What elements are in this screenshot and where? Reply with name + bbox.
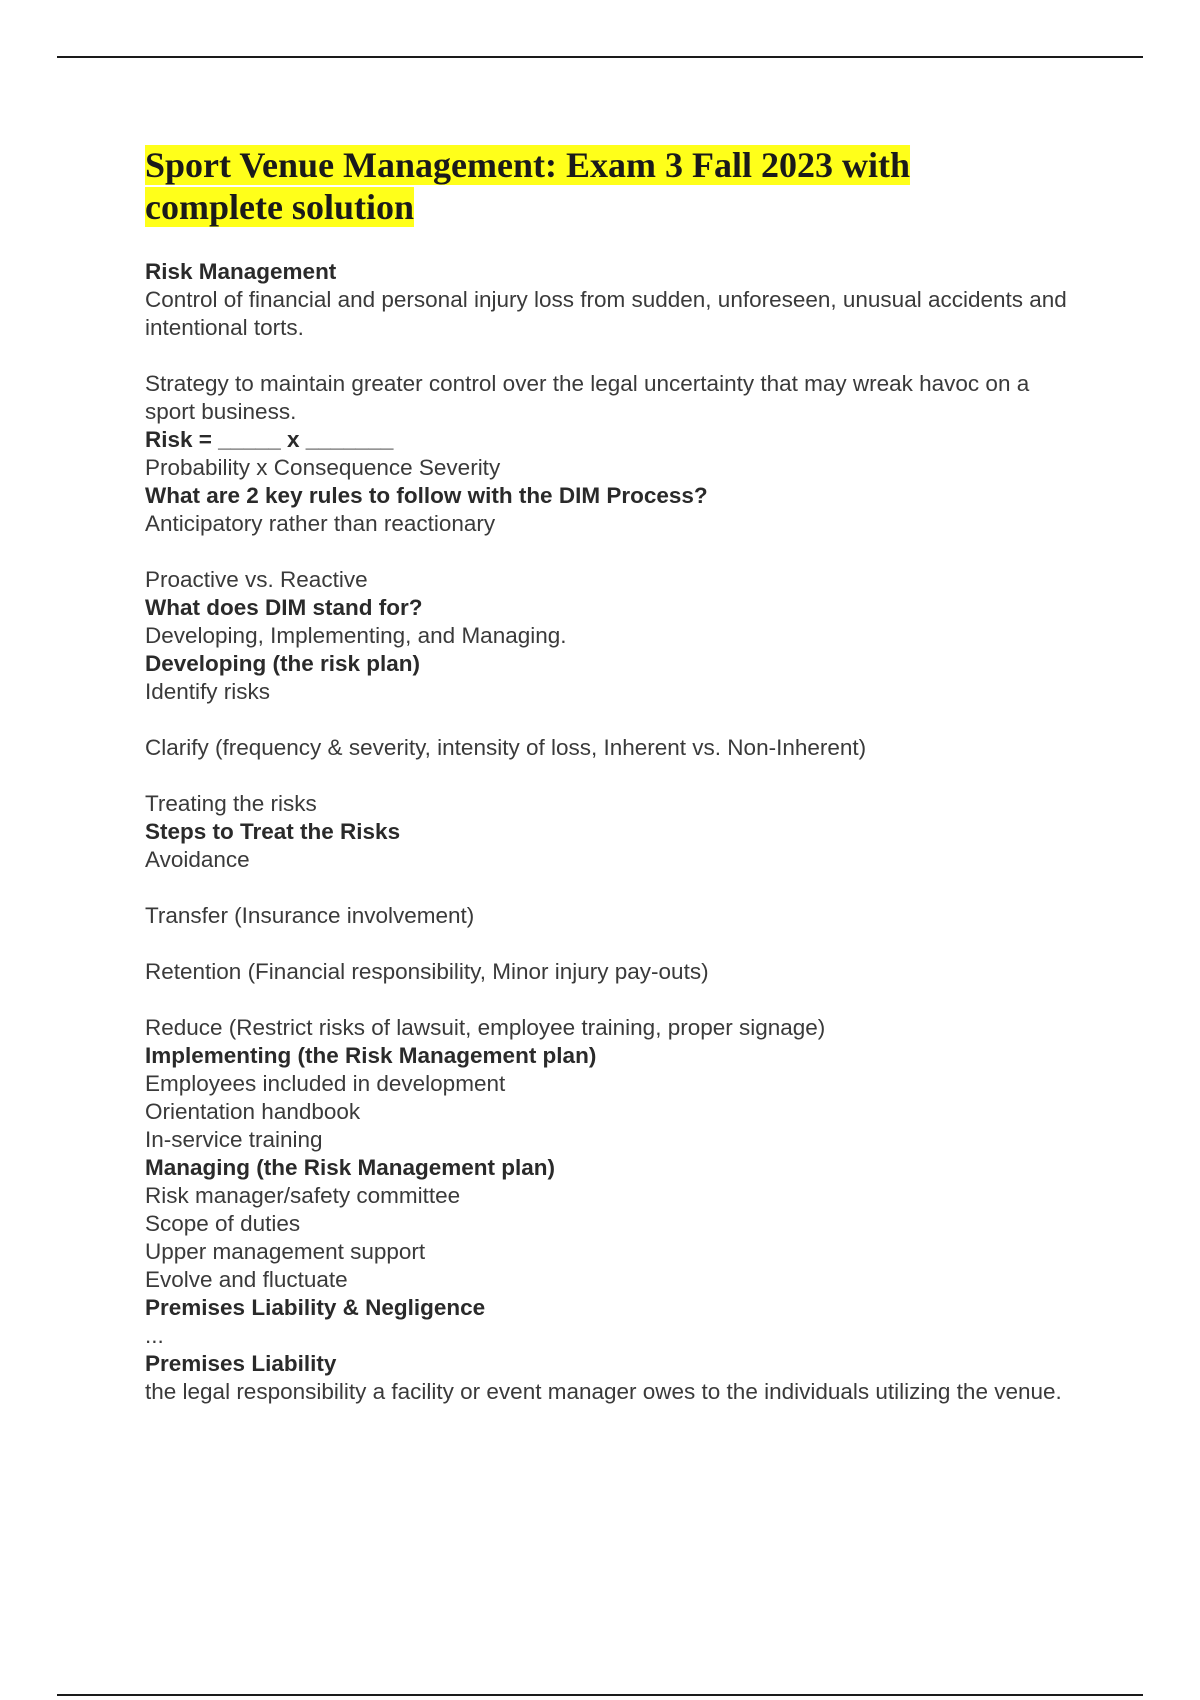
entry-definition: Developing, Implementing, and Managing. [145,623,567,648]
document-title-highlight: Sport Venue Management: Exam 3 Fall 2023 with complete solution [145,145,910,227]
entry-definition: Strategy to maintain greater control over the legal uncertainty that may wreak havoc on a sport business. [145,371,1030,424]
entry-premises-negligence [145,1294,1085,1350]
entry-term: Risk Management [145,259,337,284]
entry-definition: Probability x Consequence Severity [145,455,501,480]
entry-term: Premises Liability [145,1351,337,1376]
entry-line: In-service training [145,1127,323,1152]
entry-definition: Transfer (Insurance involvement) [145,903,475,928]
entry-dim-rules [145,482,1085,594]
entry-term: Premises Liability & Negligence [145,1295,486,1320]
entry-term: What are 2 key rules to follow with the DIM Process? [145,483,708,508]
entry-term: Implementing (the Risk Management plan) [145,1043,597,1068]
entry-dim-meaning [145,594,1085,650]
entry-definition: Treating the risks [145,791,317,816]
entry-managing [145,1154,1085,1294]
entry-line: Evolve and fluctuate [145,1267,348,1292]
entry-definition: Anticipatory rather than reactionary [145,511,496,536]
entry-developing [145,650,1085,818]
entry-line: Risk manager/safety committee [145,1183,461,1208]
entry-term: Steps to Treat the Risks [145,819,401,844]
entry-term: Risk = _____ x _______ [145,427,394,452]
entry-line: Orientation handbook [145,1099,361,1124]
entry-implementing [145,1042,1085,1154]
document-body [145,258,1085,1406]
footer-rule [57,1694,1143,1696]
entry-term: Developing (the risk plan) [145,651,421,676]
entry-definition: Control of financial and personal injury loss from sudden, unforeseen, unusual accidents and intentional torts. [145,287,1067,340]
entry-line: Employees included in development [145,1071,506,1096]
entry-line: ... [145,1323,164,1348]
entry-line: Upper management support [145,1239,426,1264]
entry-line: the legal responsibility a facility or event manager owes to the individuals utilizing the venue. [145,1379,1062,1404]
entry-definition: Retention (Financial responsibility, Minor injury pay-outs) [145,959,709,984]
entry-risk-management [145,258,1085,426]
entry-definition: Avoidance [145,847,250,872]
entry-definition: Proactive vs. Reactive [145,567,368,592]
entry-premises-liability [145,1350,1085,1406]
entry-risk-formula [145,426,1085,482]
entry-definition: Clarify (frequency & severity, intensity of loss, Inherent vs. Non-Inherent) [145,735,867,760]
header-rule [57,56,1143,58]
entry-line: Scope of duties [145,1211,301,1236]
entry-definition: Reduce (Restrict risks of lawsuit, employee training, proper signage) [145,1015,826,1040]
entry-term: What does DIM stand for? [145,595,423,620]
document-title [145,144,1045,228]
entry-treat-risks [145,818,1085,1042]
entry-definition: Identify risks [145,679,271,704]
entry-term: Managing (the Risk Management plan) [145,1155,556,1180]
